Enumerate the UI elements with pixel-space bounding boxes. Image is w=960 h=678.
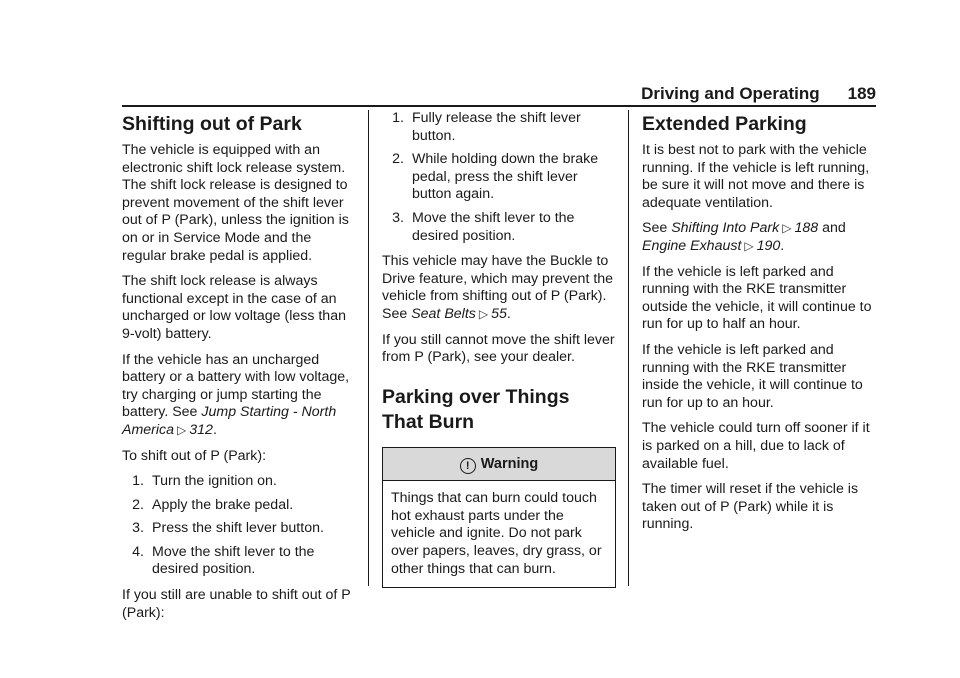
paragraph: The timer will reset if the vehicle is taken out of P (Park) while it is running. xyxy=(642,481,859,533)
page-reference[interactable]: 190 xyxy=(756,237,781,254)
cross-reference-link[interactable]: Shifting Into Park xyxy=(671,220,780,237)
paragraph: See Shifting Into Park ▷ 188 and Engine Exhaust ▷ 190. xyxy=(642,220,846,254)
paragraph: If you still are unable to shift out of P (Park): xyxy=(122,587,351,621)
header-rule xyxy=(122,105,876,107)
page-ref-icon: ▷ xyxy=(478,306,489,321)
paragraph: If the vehicle is left parked and running with the RKE transmitter outside the vehicle, it will continue to run for up to half an hour. xyxy=(642,263,872,333)
column-3 xyxy=(642,108,878,542)
section-title: Driving and Operating xyxy=(641,84,820,103)
heading-extended-parking: Extended Parking xyxy=(642,113,807,135)
paragraph-text: If the vehicle has an uncharged battery or a battery with low voltage, try charging or jump starting the battery. See xyxy=(122,351,350,421)
warning-header xyxy=(383,448,615,481)
list-item: 3. Press the shift lever button. xyxy=(132,520,324,537)
list-item: 3. Move the shift lever to the desired position. xyxy=(392,209,575,244)
paragraph-text: This vehicle may have the Buckle to Drive feature, which may prevent the vehicle from shifting out of P (Park). See xyxy=(382,253,614,322)
warning-box xyxy=(382,447,616,588)
list-item: 1. Fully release the shift lever button. xyxy=(392,110,581,144)
paragraph: If the vehicle is left parked and running with the RKE transmitter inside the vehicle, it will continue to run for up to an hour. xyxy=(642,341,863,411)
step-list xyxy=(122,473,354,579)
list-item: 4. Move the shift lever to the desired position. xyxy=(132,543,315,578)
page-number: 189 xyxy=(847,84,876,103)
heading-parking-over-things: Parking over Things That Burn xyxy=(382,385,570,433)
column-2 xyxy=(382,108,616,588)
list-item: 2. Apply the brake pedal. xyxy=(132,496,294,513)
cross-reference-link[interactable]: Engine Exhaust xyxy=(642,237,742,254)
warning-icon: ! xyxy=(460,458,476,474)
warning-title: Warning xyxy=(480,455,539,472)
page-header xyxy=(122,84,876,104)
warning-text: Things that can burn could touch hot exhaust parts under the vehicle and ignite. Do not park over papers, leaves, dry grass, or other things that can burn. xyxy=(391,489,602,577)
column-divider xyxy=(628,110,629,586)
paragraph: It is best not to park with the vehicle running. If the vehicle is left running, be sure it will not move and there is adequate ventilation. xyxy=(642,142,870,211)
step-list xyxy=(382,110,616,245)
list-item: 2. While holding down the brake pedal, press the shift lever button again. xyxy=(392,151,599,203)
cross-reference-link[interactable]: Seat Belts xyxy=(411,305,476,322)
paragraph: This vehicle may have the Buckle to Drive feature, which may prevent the vehicle from shifting out of P (Park). See Seat Belts ▷ 55. xyxy=(382,253,614,322)
paragraph: The vehicle is equipped with an electronic shift lock release system. The shift lock release is designed to prevent movement of the shift lever out of P (Park), unless the ignition is on or in Service Mode and the regular brake pedal is applied. xyxy=(122,142,349,264)
page-reference[interactable]: 55 xyxy=(491,305,507,322)
paragraph: If the vehicle has an uncharged battery or a battery with low voltage, try charging or jump starting the battery. See Jump Starting - North America ▷ 312. xyxy=(122,351,350,438)
page-ref-icon: ▷ xyxy=(744,238,754,253)
column-1 xyxy=(122,108,354,630)
paragraph: To shift out of P (Park): xyxy=(122,447,267,464)
list-item: 1. Turn the ignition on. xyxy=(132,473,277,490)
column-divider xyxy=(368,110,369,586)
page-reference[interactable]: 188 xyxy=(794,220,819,237)
page-reference[interactable]: 312 xyxy=(189,421,213,438)
paragraph: The vehicle could turn off sooner if it is parked on a hill, due to lack of available fuel. xyxy=(642,420,870,472)
page-ref-icon: ▷ xyxy=(177,422,187,437)
page-ref-icon: ▷ xyxy=(782,221,792,236)
cross-reference-link[interactable]: Jump Starting - North America xyxy=(122,404,337,438)
paragraph: If you still cannot move the shift lever from P (Park), see your dealer. xyxy=(382,331,615,366)
paragraph: The shift lock release is always functional except in the case of an uncharged or low voltage (less than 9-volt) battery. xyxy=(122,273,346,342)
heading-shifting-out-of-park: Shifting out of Park xyxy=(122,113,302,135)
